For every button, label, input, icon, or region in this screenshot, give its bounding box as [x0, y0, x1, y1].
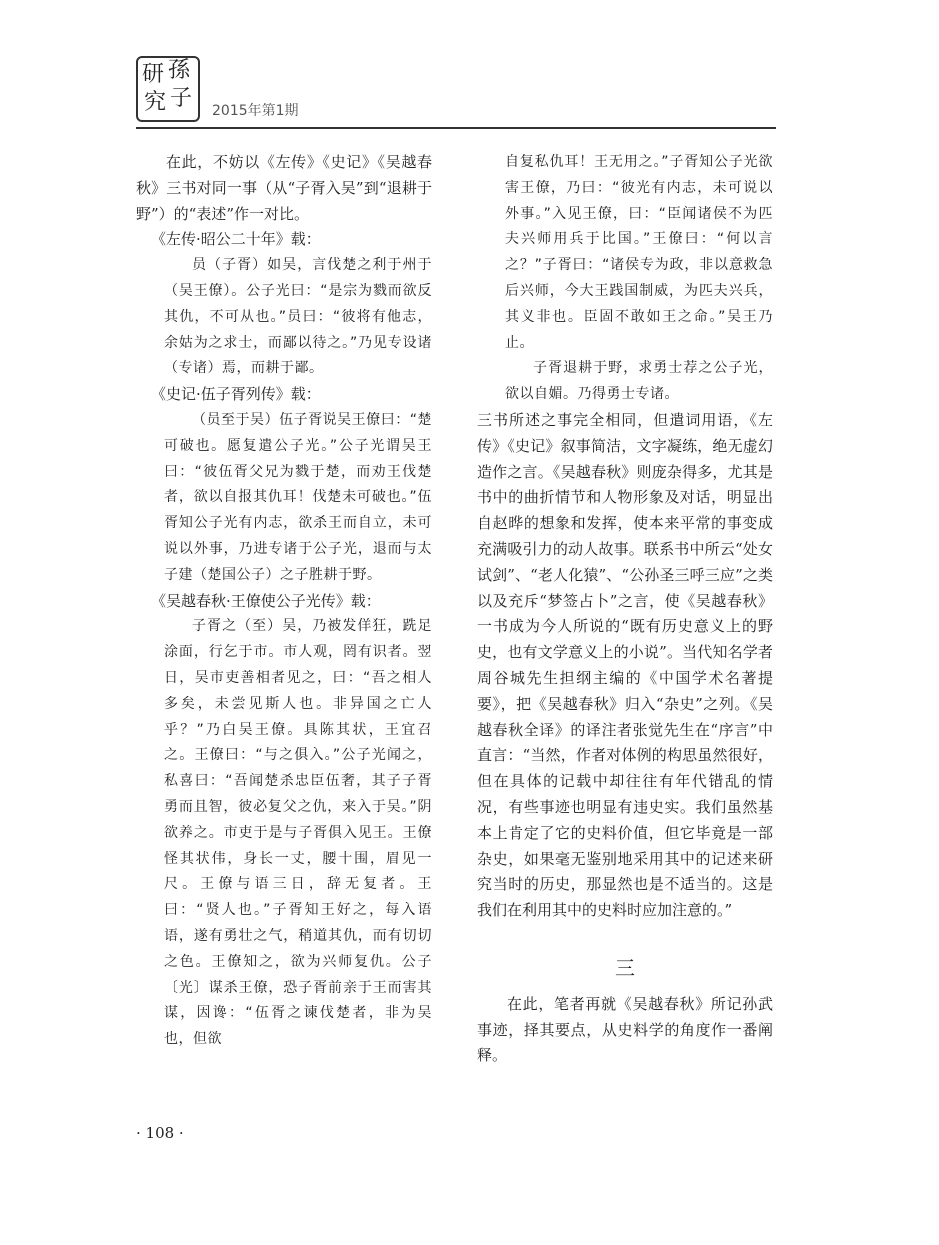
closing-paragraph: 在此，笔者再就《吴越春秋》所记孙武事迹，择其要点，从史料学的角度作一番阐释。 — [477, 994, 773, 1065]
logo-char: 子 — [170, 86, 193, 111]
right-column — [477, 150, 773, 1069]
header-rule — [136, 127, 776, 129]
logo-char: 研 — [142, 62, 165, 87]
page-header — [136, 56, 776, 128]
logo-char: 孫 — [168, 58, 191, 83]
wuyue-quote-continued: 自复私仇耳！王无用之。”子胥知公子光欲害王僚，乃曰：“彼光有内志，未可说以外事。”入见王僚，曰：“臣闻诸侯不为匹夫兴师用兵于比国。”王僚曰：“何以言之？”子胥曰：“诸侯专为政，非以意救急后兴师，今大王践国制威，为匹夫兴兵，其义非也。臣固不敢如王之命。”吴王乃止。 — [505, 154, 773, 351]
zuozhuan-quote: 员（子胥）如吴，言伐楚之利于州于（吴王僚）。公子光曰：“是宗为戮而欲反其仇，不可从也。”员曰：“彼将有他志，余姑为之求士，而鄙以待之。”乃见专设诸（专诸）焉，而耕于鄙。 — [164, 257, 432, 377]
wuyue-quote-end: 子胥退耕于野，求勇士荐之公子光，欲以自媚。乃得勇士专诸。 — [505, 360, 773, 403]
intro-paragraph: 在此，不妨以《左传》《史记》《吴越春秋》三书对同一事（从“子胥入吴”到“退耕于野”）的“表述”作一对比。 — [136, 153, 432, 223]
analysis-paragraph: 三书所述之事完全相同，但遣词用语，《左传》《史记》叙事简洁，文字凝练，绝无虚幻造作之言。《吴越春秋》则庞杂得多，尤其是书中的曲折情节和人物形象及对话，明显出自赵晔的想象和发挥，使本来平常的事变成充满吸引力的动人故事。联系书中所云“处女试剑”、“老人化猿”、“公孙圣三呼三应”之类以及充斥“梦签占卜”之言，使《吴越春秋》一书成为今人所说的“既有历史意义上的野史，也有文学意义上的小说”。当代知名学者周谷城先生担纲主编的《中国学术名著提要》，把《吴越春秋》归入“杂史”之列。《吴越春秋全译》的译注者张觉先生在“序言”中直言：“当然，作者对体例的构思虽然很好，但在具体的记载中却往往有年代错乱的情况，有些事迹也明显有违史实。我们虽然基本上肯定了它的史料价值，但它毕竟是一部杂史，如果毫无鉴别地采用其中的记述来研究当时的历史，那显然也是不适当的。这是我们在利用其中的史料时应加注意的。” — [477, 410, 773, 920]
page-number: · 108 · — [136, 1124, 184, 1142]
left-column — [136, 150, 432, 1053]
shiji-quote: （员至于吴）伍子胥说吴王僚曰：“楚可破也。愿复遣公子光。”公子光谓吴王曰：“彼伍胥父兄为戮于楚，而劝王伐楚者，欲以自报其仇耳！伐楚未可破也。”伍胥知公子光有内志，欲杀王而自立，未可说以外事，乃进专诸于公子光，退而与太子建（楚国公子）之子胜耕于野。 — [164, 411, 432, 583]
logo-char: 究 — [144, 90, 167, 115]
wuyue-quote: 子胥之（至）吴，乃被发佯狂，跣足涂面，行乞于市。市人观，罔有识者。翌日，吴市吏善相者见之，曰：“吾之相人多矣，未尝见斯人也。非异国之亡人乎？”乃白吴王僚。具陈其状，王宜召之。王僚曰：“与之俱入。”公子光闻之，私喜曰：“吾闻楚杀忠臣伍奢，其子子胥勇而且智，彼必复父之仇，来入于吴。”阴欲养之。市吏于是与子胥俱入见王。王僚怪其状伟，身长一丈，腰十围，眉见一尺。王僚与语三日，辞无复者。王曰：“贤人也。”子胥知王好之，每入语语，遂有勇壮之气，稍道其仇，而有切切之色。王僚知之，欲为兴师复仇。公子〔光〕谋杀王僚，恐子胥前亲于王而害其谋，因谗：“伍胥之谏伐楚者，非为吴也，但欲 — [164, 618, 432, 1048]
wuyue-heading: 《吴越春秋·王僚使公子光传》载： — [151, 591, 381, 610]
issue-label: 2015年第1期 — [212, 103, 299, 119]
section-title: 三 — [615, 955, 635, 980]
shiji-heading: 《史记·伍子胥列传》载： — [151, 385, 321, 404]
journal-logo — [136, 56, 200, 122]
zuozhuan-heading: 《左传·昭公二十年》载： — [151, 230, 321, 249]
